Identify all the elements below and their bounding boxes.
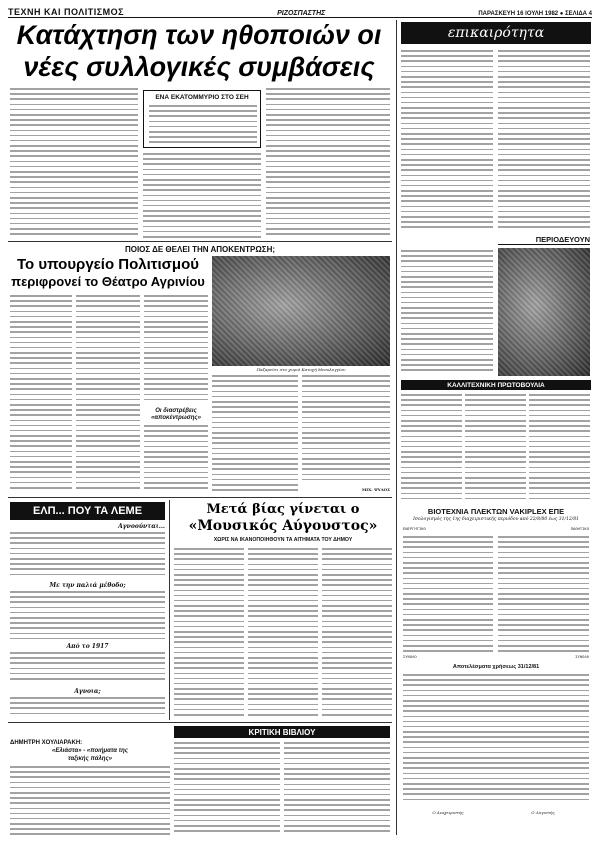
review-col1 bbox=[10, 766, 170, 836]
bio-subtitle: Ισολογισμός της 1ης διαχειριστικής περιόδου από 22/8/80 έως 31/12/81 bbox=[413, 517, 579, 522]
elp-sub1: Αγνοούνται... bbox=[118, 523, 165, 530]
photo-caption: Παζαρεύει στο χωριό Κατοχή Μεσολογγίου bbox=[256, 367, 346, 372]
lead-headline-line2: νέες συλλογικές συμβάσεις bbox=[23, 52, 375, 82]
agrinio-byline: ΜΙΧ. ΨΥΛΟΣ bbox=[361, 487, 390, 492]
right-col-e bbox=[465, 394, 526, 502]
section-title: ΤΕΧΝΗ ΚΑΙ ΠΟΛΙΤΙΣΜΟΣ bbox=[8, 7, 125, 17]
lead-inset-box bbox=[143, 90, 261, 148]
right-col-f bbox=[529, 394, 590, 502]
agrinio-col5 bbox=[302, 375, 390, 485]
protoboulia-banner bbox=[401, 380, 591, 390]
music-col1 bbox=[174, 548, 244, 718]
review-book-line2: ταξικής πάλης» bbox=[68, 756, 112, 762]
review-author: ΔΗΜΗΤΡΗ ΧΟΥΛΙΑΡΑΚΗ: bbox=[10, 740, 83, 746]
paper-name: ΡΙΖΟΣΠΑΣΤΗΣ bbox=[277, 10, 326, 17]
elp-title: ΕΛΠ... ΠΟΥ ΤΑ ΛΕΜΕ bbox=[32, 505, 143, 517]
review-book-line1: «Ελιάστα» - «ποιήματα της bbox=[52, 748, 128, 754]
agrinio-col3 bbox=[144, 295, 208, 405]
bio-title: ΒΙΟΤΕΧΝΙΑ ΠΛΕΚΤΩΝ VAKIPLEX ΕΠΕ bbox=[427, 507, 565, 516]
review-title: ΚΡΙΤΙΚΗ ΒΙΒΛΙΟΥ bbox=[248, 728, 316, 737]
masthead bbox=[8, 5, 592, 18]
bio-table-left bbox=[403, 536, 493, 654]
issue-date: ΠΑΡΑΣΚΕΥΗ 16 ΙΟΥΛΗ 1982 ● ΣΕΛΙΔΑ 4 bbox=[478, 11, 592, 17]
music-col2 bbox=[248, 548, 318, 718]
epikairotita-banner bbox=[401, 22, 591, 44]
lead-headline-line1: Κατάχτηση των ηθοποιών οι bbox=[16, 20, 382, 50]
agrinio-col4 bbox=[212, 375, 298, 493]
right-col-c bbox=[401, 250, 493, 375]
elp-sub3: Από το 1917 bbox=[66, 643, 109, 650]
right-col-d bbox=[401, 394, 462, 502]
music-col3 bbox=[322, 548, 392, 718]
epikairotita-title: επικαιρότητα bbox=[447, 25, 545, 41]
perioteyoyn-heading: ΠΕΡΙΟΔΕΥΟΥΝ bbox=[498, 235, 590, 245]
lead-body-col2 bbox=[143, 153, 261, 239]
dancers-photo bbox=[498, 248, 590, 376]
right-col-a bbox=[401, 50, 493, 230]
agrinio-col1 bbox=[10, 295, 72, 493]
review-col2 bbox=[174, 742, 280, 836]
review-col3 bbox=[284, 742, 390, 836]
bio-account-title: Αποτελέσματα χρήσεως 31/12/81 bbox=[452, 664, 540, 670]
bio-signature-1: Ο Διαχειριστής bbox=[432, 810, 464, 815]
agrinio-headline-line1: Το υπουργείο Πολιτισμού bbox=[16, 256, 199, 273]
bio-totals: ΣΥΝΟΛΟ ΣΥΝΟΛΟ bbox=[403, 656, 589, 660]
bio-table-right bbox=[498, 536, 589, 654]
elp-sub4: Αγνοια; bbox=[74, 688, 101, 695]
lead-inset-title: ΕΝΑ ΕΚΑΤΟΜΜΥΡΙΟ ΣΤΟ ΣΕΗ bbox=[155, 94, 249, 101]
agrinio-headline-line2: περιφρονεί το Θέατρο Αγρινίου bbox=[11, 274, 205, 289]
theatre-photo bbox=[212, 256, 390, 366]
right-col-b bbox=[498, 50, 590, 230]
agrinio-col2 bbox=[76, 295, 140, 493]
agrinio-kicker: ΠΟΙΟΣ ΔΕ ΘΕΛΕΙ ΤΗΝ ΑΠΟΚΕΝΤΡΩΣΗ; bbox=[124, 245, 276, 254]
elp-banner bbox=[10, 502, 165, 520]
music-subtitle: ΧΩΡΙΣ ΝΑ ΙΚΑΝΟΠΟΙΗΘΟΥΝ ΤΑ ΑΙΤΗΜΑΤΑ ΤΟΥ ΔΗΜΟΥ bbox=[213, 537, 353, 543]
elp-sub2: Με την παλιά μέθοδο; bbox=[49, 582, 126, 589]
lead-body-col1 bbox=[10, 88, 138, 238]
music-headline-line2: «Μουσικός Αύγουστος» bbox=[188, 518, 378, 534]
protoboulia-title: ΚΑΛΛΙΤΕΧΝΙΚΗ ΠΡΩΤΟΒΟΥΛΙΑ bbox=[447, 381, 545, 389]
review-banner bbox=[174, 726, 390, 738]
music-headline-line1: Μετά βίας γίνεται ο bbox=[206, 502, 360, 517]
agrinio-col3b bbox=[144, 425, 208, 493]
bio-signature-2: Ο Λογιστής bbox=[531, 810, 555, 815]
agrinio-subhead: Οι διαστρέβεις «αποκέντρωσης» bbox=[151, 408, 201, 421]
bio-table: ΕΝΕΡΓΗΤΙΚΟ ΠΑΘΗΤΙΚΟ bbox=[403, 528, 589, 532]
bio-account-lines bbox=[403, 674, 589, 804]
lead-body-col3 bbox=[266, 88, 390, 238]
